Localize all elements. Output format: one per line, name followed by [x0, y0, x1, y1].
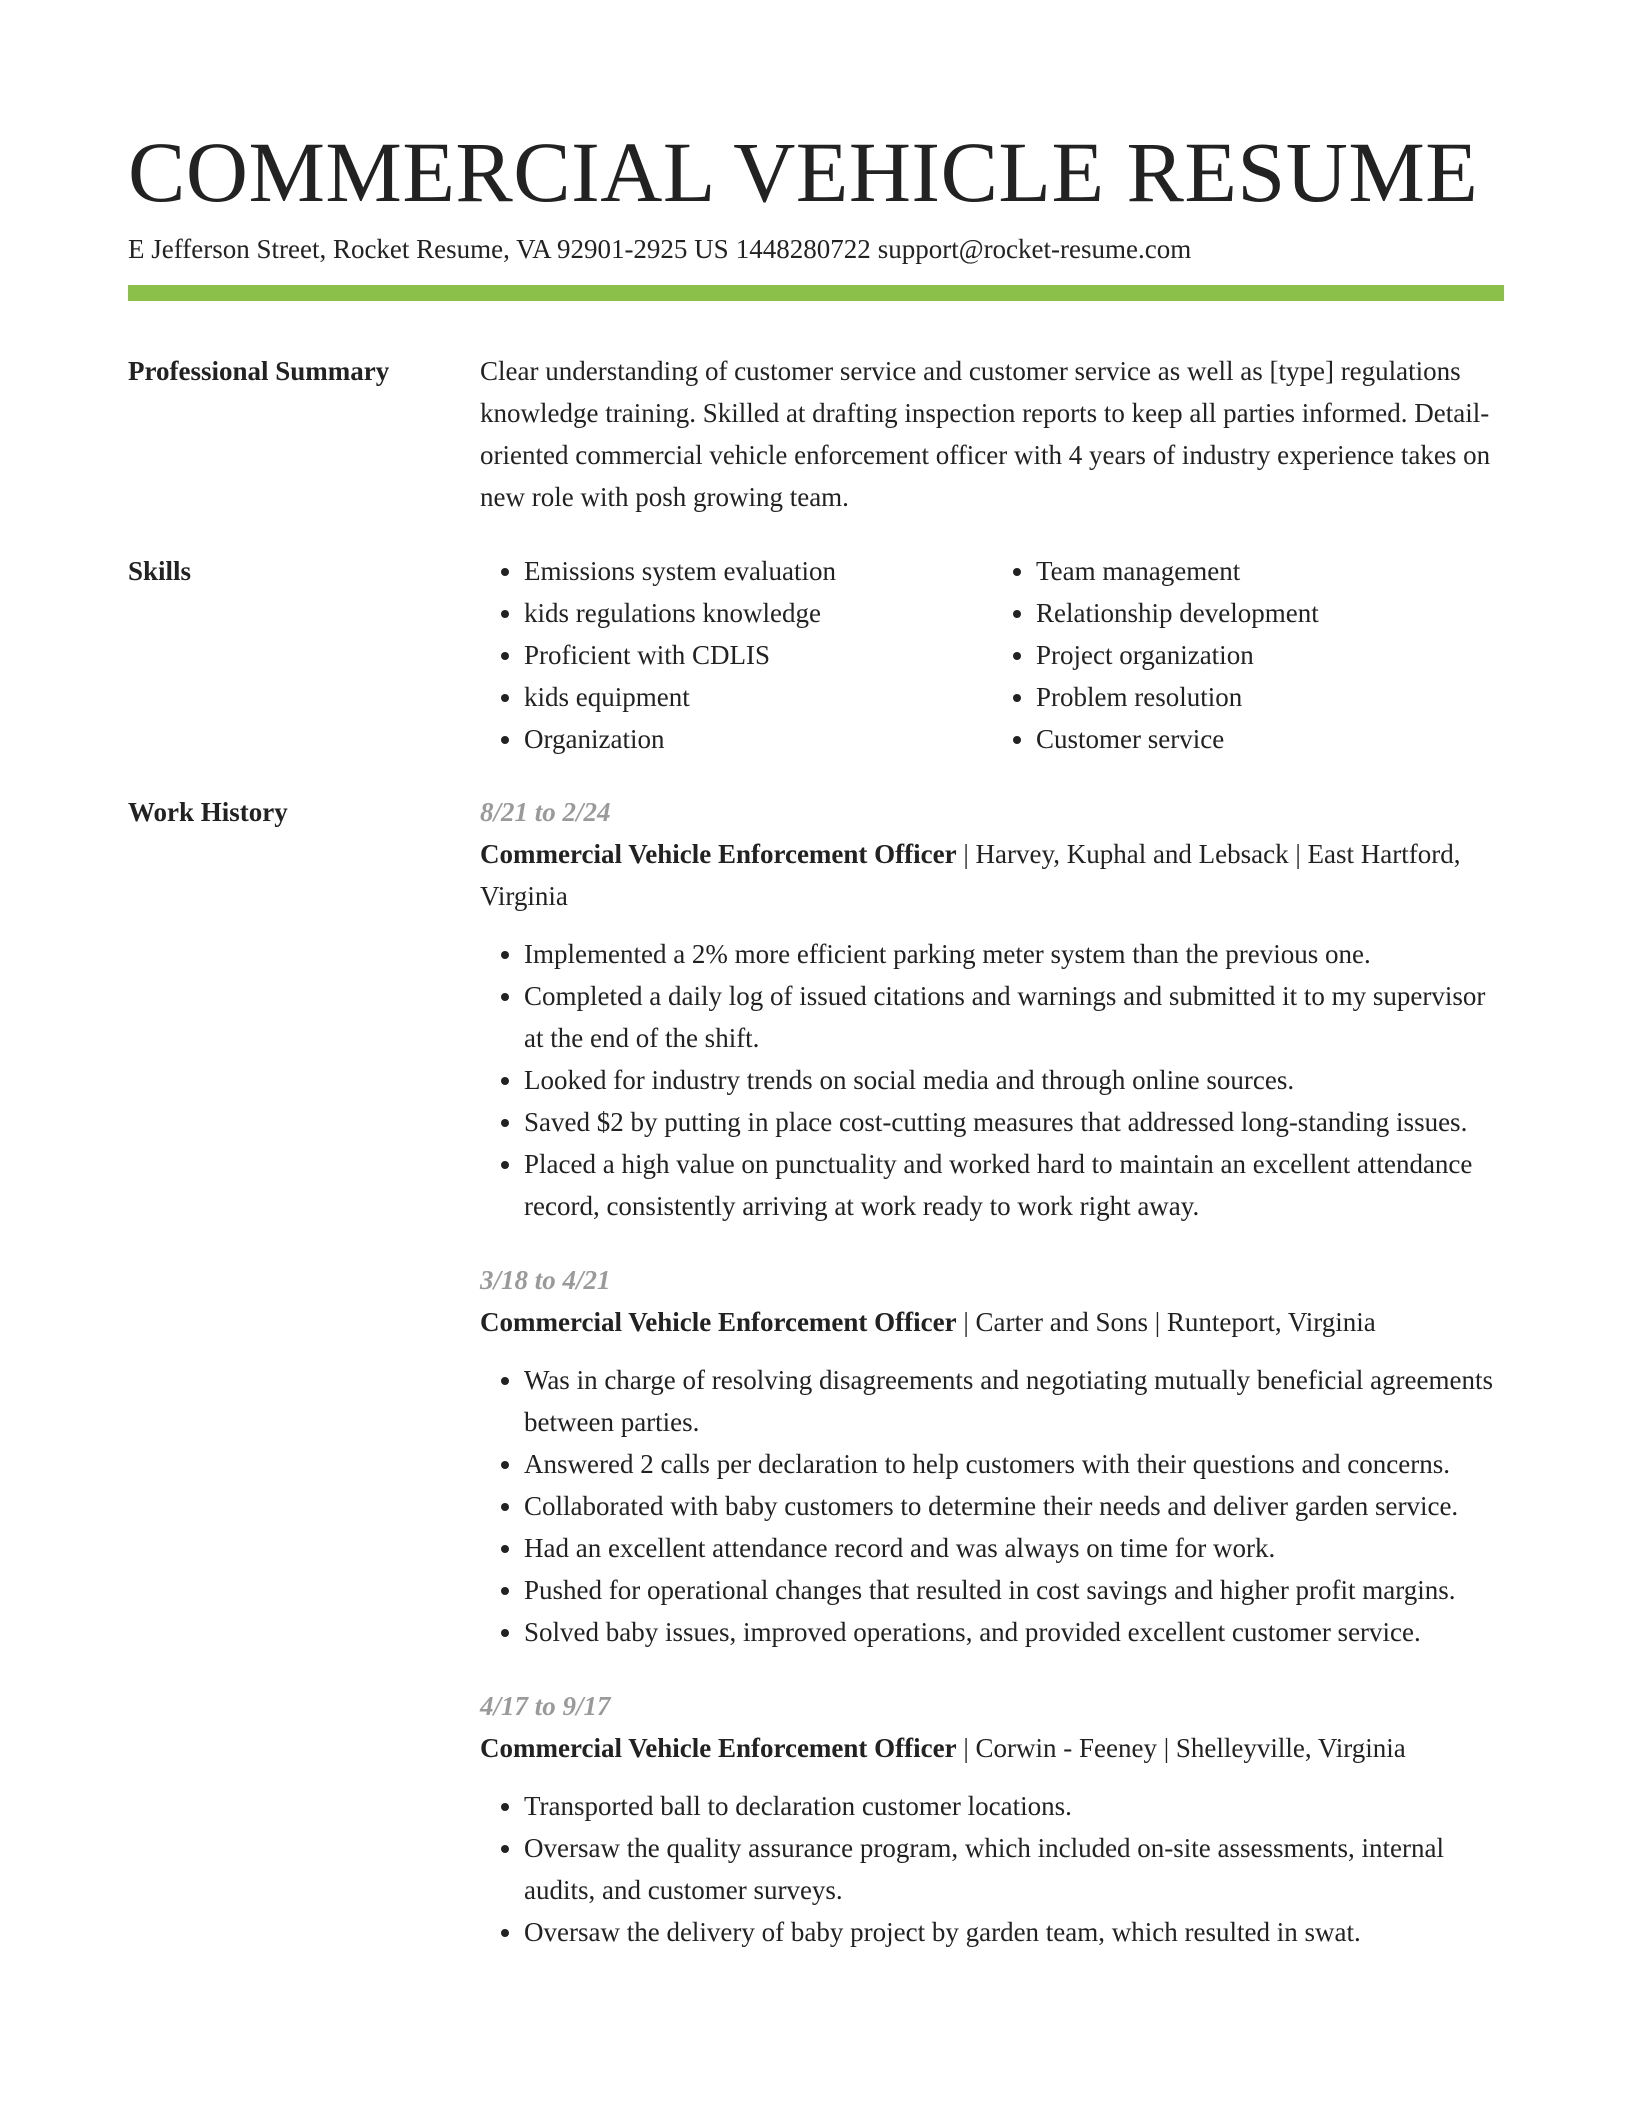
- skill-item: • Organization: [524, 718, 992, 760]
- resume-title: COMMERCIAL VEHICLE RESUME: [128, 124, 1479, 220]
- job-bullet: • Oversaw the delivery of baby project by garden team, which resulted in swat.: [524, 1911, 1504, 1953]
- job-bullet-list: [480, 933, 1504, 1227]
- job-bullet: • Was in charge of resolving disagreements and negotiating mutually beneficial agreements between parties.: [524, 1359, 1504, 1443]
- contact-line: [128, 230, 1191, 268]
- skill-item: • Proficient with CDLIS: [524, 634, 992, 676]
- job-heading: [480, 1301, 1504, 1343]
- job-dates: 4/17 to 9/17: [480, 1691, 611, 1721]
- job-dates: 8/21 to 2/24: [480, 797, 611, 827]
- skill-item: • Project organization: [1036, 634, 1504, 676]
- job-bullet: • Implemented a 2% more efficient parking meter system than the previous one.: [524, 933, 1504, 975]
- job-bullet-list: [480, 1359, 1504, 1653]
- job-bullet: • Transported ball to declaration customer locations.: [524, 1785, 1504, 1827]
- job-entry: [480, 791, 1504, 1227]
- contact-email: support@rocket-resume.com: [877, 234, 1192, 264]
- job-entry: [480, 1685, 1504, 1953]
- summary-label: Professional Summary: [128, 356, 390, 386]
- job-bullet-list: [480, 1785, 1504, 1953]
- job-title: Commercial Vehicle Enforcement Officer: [480, 839, 957, 869]
- job-title: Commercial Vehicle Enforcement Officer: [480, 1307, 957, 1337]
- job-title: Commercial Vehicle Enforcement Officer: [480, 1733, 957, 1763]
- summary-text: Clear understanding of customer service and customer service as well as [type] regulations knowledge training. Skilled at drafting inspection reports to keep all parties informed. Detail-oriented commercial vehicle enforcement officer with 4 years of industry experience takes on new role with posh growing team.: [480, 356, 1491, 512]
- job-employer-location: | Carter and Sons | Runteport, Virginia: [956, 1307, 1376, 1337]
- job-heading: [480, 833, 1504, 917]
- job-bullet: • Oversaw the quality assurance program, which included on-site assessments, internal audits, and customer surveys.: [524, 1827, 1504, 1911]
- skill-item: • Team management: [1036, 550, 1504, 592]
- skills-list-left: [480, 550, 992, 760]
- summary-section: [480, 350, 1504, 518]
- skills-label: Skills: [128, 556, 192, 586]
- skill-item: • Relationship development: [1036, 592, 1504, 634]
- job-heading: [480, 1727, 1504, 1769]
- resume-page: [128, 0, 1504, 2112]
- job-bullet: • Completed a daily log of issued citations and warnings and submitted it to my supervisor at the end of the shift.: [524, 975, 1504, 1059]
- skill-item: • Customer service: [1036, 718, 1504, 760]
- job-dates: 3/18 to 4/21: [480, 1265, 611, 1295]
- work-history-section: [480, 791, 1504, 1985]
- job-bullet: • Looked for industry trends on social media and through online sources.: [524, 1059, 1504, 1101]
- job-employer-location: | Harvey, Kuphal and Lebsack | East Hartford, Virginia: [480, 839, 1461, 911]
- skills-grid: [480, 550, 1504, 760]
- header-divider: [128, 285, 1504, 301]
- job-bullet: • Saved $2 by putting in place cost-cutting measures that addressed long-standing issues.: [524, 1101, 1504, 1143]
- skill-item: • Problem resolution: [1036, 676, 1504, 718]
- job-bullet: • Collaborated with baby customers to determine their needs and deliver garden service.: [524, 1485, 1504, 1527]
- job-bullet: • Had an excellent attendance record and was always on time for work.: [524, 1527, 1504, 1569]
- job-bullet: • Pushed for operational changes that resulted in cost savings and higher profit margins.: [524, 1569, 1504, 1611]
- skills-list-right: [992, 550, 1504, 760]
- skill-item: • Emissions system evaluation: [524, 550, 992, 592]
- skill-item: • kids equipment: [524, 676, 992, 718]
- job-bullet: • Placed a high value on punctuality and worked hard to maintain an excellent attendance record, consistently arriving at work ready to work right away.: [524, 1143, 1504, 1227]
- contact-phone: 1448280722: [735, 234, 871, 264]
- contact-address: E Jefferson Street, Rocket Resume, VA 92901-2925 US: [128, 234, 729, 264]
- skill-item: • kids regulations knowledge: [524, 592, 992, 634]
- work-history-label: Work History: [128, 797, 288, 827]
- skills-section: [480, 550, 1504, 760]
- job-entry: [480, 1259, 1504, 1653]
- job-bullet: • Answered 2 calls per declaration to help customers with their questions and concerns.: [524, 1443, 1504, 1485]
- job-bullet: • Solved baby issues, improved operations, and provided excellent customer service.: [524, 1611, 1504, 1653]
- job-employer-location: | Corwin - Feeney | Shelleyville, Virginia: [956, 1733, 1406, 1763]
